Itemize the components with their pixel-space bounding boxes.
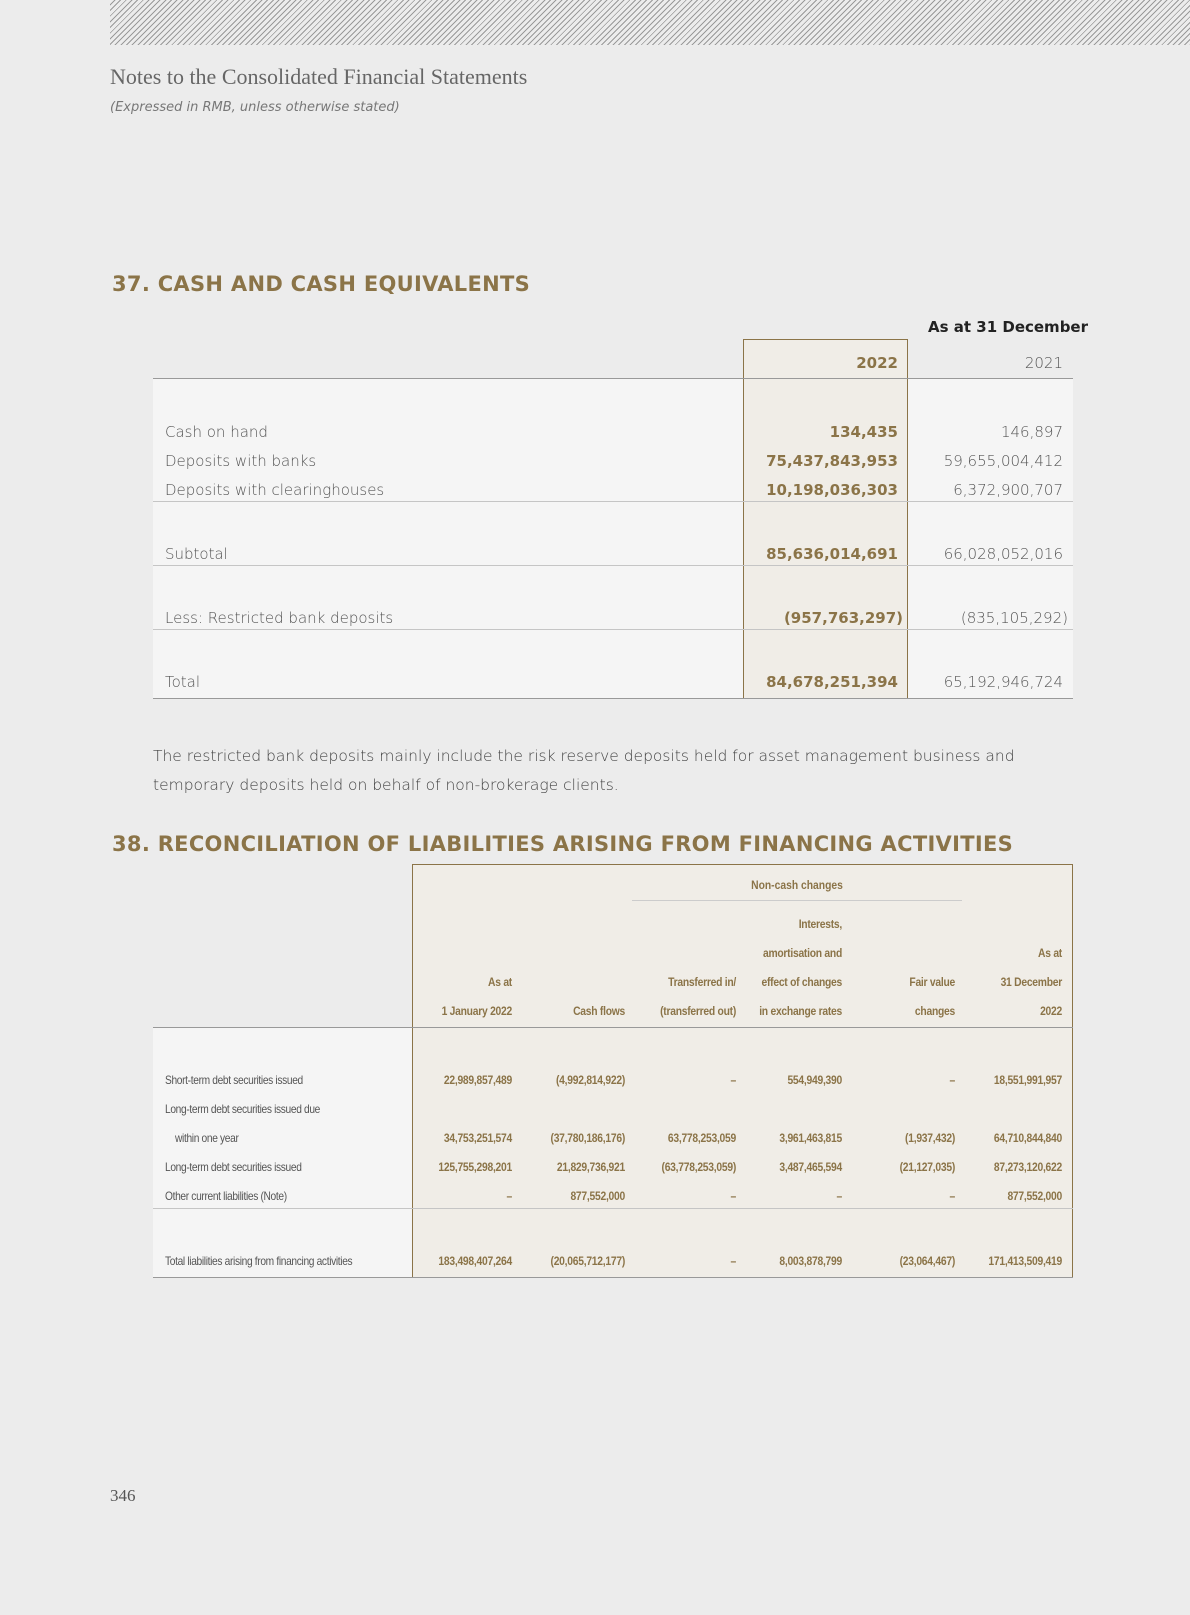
header-line-2: amortisation and As at [762,946,1062,960]
column-2022: 2022 [856,354,898,372]
header-line-4: 1 January 2022 Cash flows (transferred out) in exchange rates changes 2022 [441,1004,1062,1018]
table-row: Long-term debt securities issued due [165,1102,321,1116]
table-row: Cash on hand 134,435 146,897 [165,423,1063,441]
table-row: Less: Restricted bank deposits (957,763,297) (835,105,292) [165,609,1068,627]
restricted-deposits-note: The restricted bank deposits mainly include the risk reserve deposits held for asset management business and temporary deposits held on behalf of non-brokerage clients. [153,747,1015,794]
page-title: Notes to the Consolidated Financial Statements [110,64,528,89]
table-row: Deposits with clearinghouses 10,198,036,303 6,372,900,707 [165,481,1063,499]
section-38-heading: 38. RECONCILIATION OF LIABILITIES ARISING FROM FINANCING ACTIVITIES [112,832,1014,856]
table-row: Short-term debt securities issued 22,989,857,489 (4,992,814,922) – 554,949,390 – 18,551,991,957 [165,1073,1062,1087]
table-row: Other current liabilities (Note) – 877,552,000 – – – 877,552,000 [165,1189,1062,1203]
column-group-header: As at 31 December [928,318,1088,336]
total-row: Total liabilities arising from financing activities 183,498,407,264 (20,065,712,177) – 8,003,878,799 (23,064,467) 171,413,509,419 [165,1254,1062,1268]
financing-liabilities-table [153,864,1073,1278]
column-headers [153,351,1073,375]
header-hatch-pattern [110,0,1190,45]
table-row: Deposits with banks 75,437,843,953 59,655,004,412 [165,452,1063,470]
page-number: 346 [110,1486,136,1505]
column-2021: 2021 [1024,354,1063,372]
header-line-3: As at Transferred in/ effect of changes Fair value 31 December [488,975,1062,989]
highlight-column-2022 [743,339,908,699]
subtotal-row: Subtotal 85,636,014,691 66,028,052,016 [165,545,1063,563]
total-row: Total 84,678,251,394 65,192,946,724 [165,673,1063,691]
header-line-1: Interests, [798,917,842,931]
table-row: within one year 34,753,251,574 (37,780,186,176) 63,778,253,059 3,961,463,815 (1,937,432) 64,710,844,840 [175,1131,1062,1145]
table-row: Long-term debt securities issued 125,755,298,201 21,829,736,921 (63,778,253,059) 3,487,465,594 (21,127,035) 87,273,120,622 [165,1160,1062,1174]
section-37-heading: 37. CASH AND CASH EQUIVALENTS [112,272,531,296]
noncash-group-header: Non-cash changes [751,878,843,892]
page-subtitle: (Expressed in RMB, unless otherwise stated) [110,100,400,115]
